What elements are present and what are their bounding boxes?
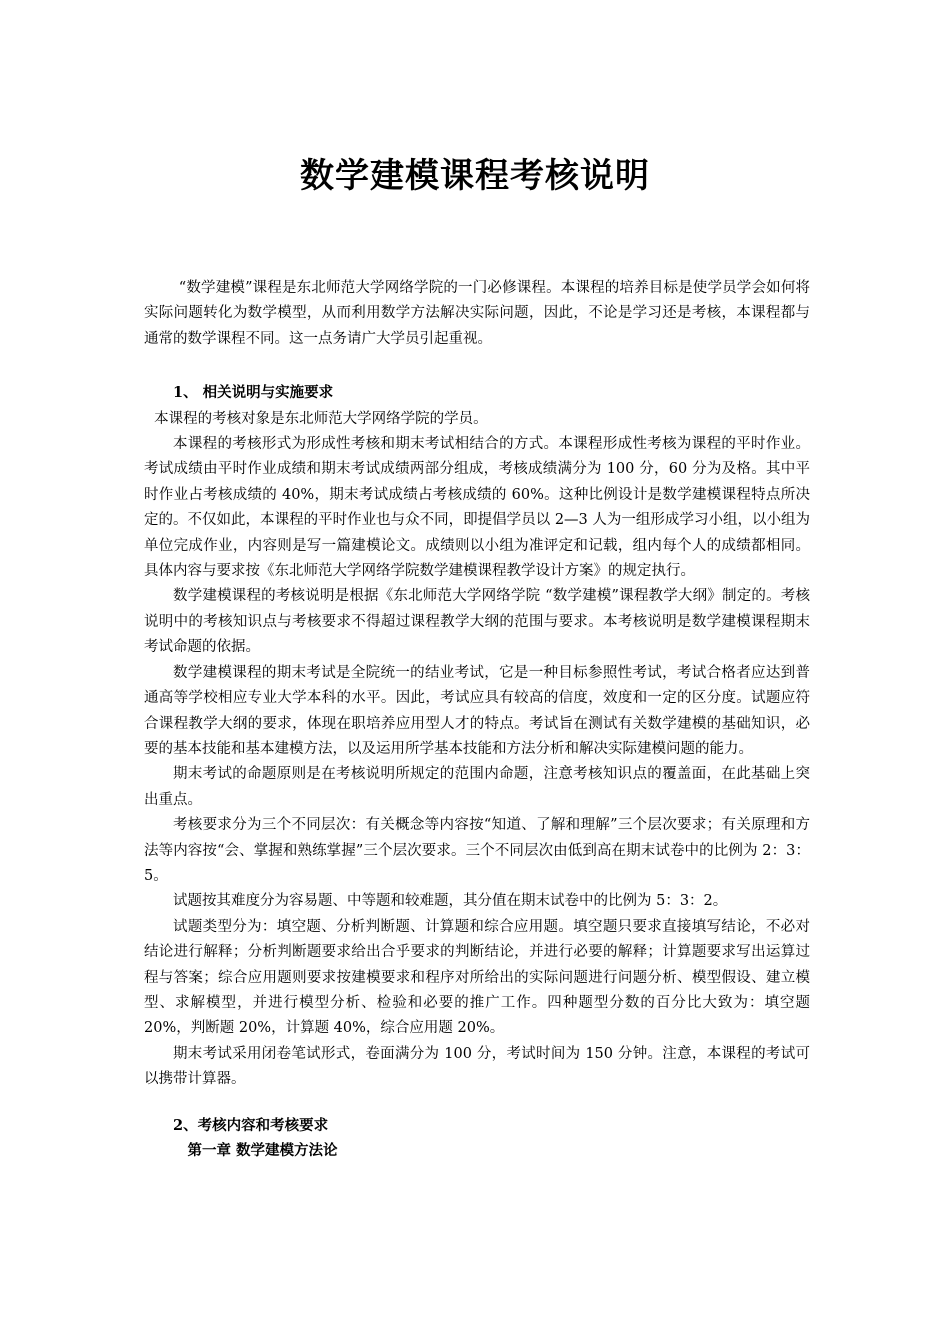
document-title: 数学建模课程考核说明 — [300, 156, 650, 196]
document-body — [144, 276, 810, 1163]
section-1-paragraph: 考核要求分为三个不同层次：有关概念等内容按“知道、了解和理解”三个层次要求；有关原理和方法等内容按“会、掌握和熟练掌握”三个层次要求。三个不同层次由低到高在期末试卷中的比例为 2：3：5。 — [144, 817, 810, 884]
chapter-heading: 第一章 数学建模方法论 — [187, 1142, 338, 1159]
spacer — [144, 352, 810, 380]
section-1-paragraph: 期末考试采用闭卷笔试形式，卷面满分为 100 分，考试时间为 150 分钟。注意，本课程的考试可以携带计算器。 — [144, 1045, 810, 1088]
section-1-paragraph: 本课程的考核对象是东北师范大学网络学院的学员。 — [154, 410, 488, 427]
section-1-paragraph: 期末考试的命题原则是在考核说明所规定的范围内命题，注意考核知识点的覆盖面，在此基础上突出重点。 — [144, 766, 810, 808]
section-1-paragraph: 试题按其难度分为容易题、中等题和较难题，其分值在期末试卷中的比例为 5：3：2。 — [173, 893, 728, 910]
section-2-heading: 2、考核内容和考核要求 — [173, 1116, 329, 1134]
section-1-paragraph: 试题类型分为：填空题、分析判断题、计算题和综合应用题。填空题只要求直接填写结论，不必对结论进行解释；分析判断题要求给出合乎要求的判断结论，并进行必要的解释；计算题要求写出运算过程与答案；综合应用题则要求按建模要求和程序对所给出的实际问题进行问题分析、模型假设、建立模型、求解模型，并进行模型分析、检验和必要的推广工作。四种题型分数的百分比大致为：填空题 20%，判断题 20%，计算题 40%，综合应用题 20%。 — [144, 918, 810, 1037]
intro-paragraph: “数学建模”课程是东北师范大学网络学院的一门必修课程。本课程的培养目标是使学员学会如何将实际问题转化为数学模型，从而利用数学方法解决实际问题，因此，不论是学习还是考核，本课程都与通常的数学课程不同。这一点务请广大学员引起重视。 — [144, 280, 810, 347]
section-1-heading: 1、 相关说明与实施要求 — [173, 384, 334, 402]
section-1-paragraph: 数学建模课程的期末考试是全院统一的结业考试，它是一种目标参照性考试，考试合格者应达到普通高等学校相应专业大学本科的水平。因此，考试应具有较高的信度，效度和一定的区分度。试题应符合课程教学大纲的要求，体现在职培养应用型人才的特点。考试旨在测试有关数学建模的基础知识，必要的基本技能和基本建模方法，以及运用所学基本技能和方法分析和解决实际建模问题的能力。 — [144, 664, 810, 757]
section-1-paragraph: 本课程的考核形式为形成性考核和期末考试相结合的方式。本课程形成性考核为课程的平时作业。考试成绩由平时作业成绩和期末考试成绩两部分组成，考核成绩满分为 100 分，60 分为及格。其中平时作业占考核成绩的 40%，期末考试成绩占考核成绩的 60%。这种比例设计是数学建模课程特点所决定的。不仅如此，本课程的平时作业也与众不同，即提倡学员以 2—3 人为一组形成学习小组，以小组为单位完成作业，内容则是写一篇建模论文。成绩则以小组为准评定和记载，组内每个人的成绩都相同。具体内容与要求按《东北师范大学网络学院数学建模课程教学设计方案》的规定执行。 — [144, 436, 810, 580]
spacer — [144, 1093, 810, 1113]
section-1-paragraph: 数学建模课程的考核说明是根据《东北师范大学网络学院 “数学建模”课程教学大纲》制定的。考核说明中的考核知识点与考核要求不得超过课程教学大纲的范围与要求。本考核说明是数学建模课程期末考试命题的依据。 — [144, 588, 810, 656]
